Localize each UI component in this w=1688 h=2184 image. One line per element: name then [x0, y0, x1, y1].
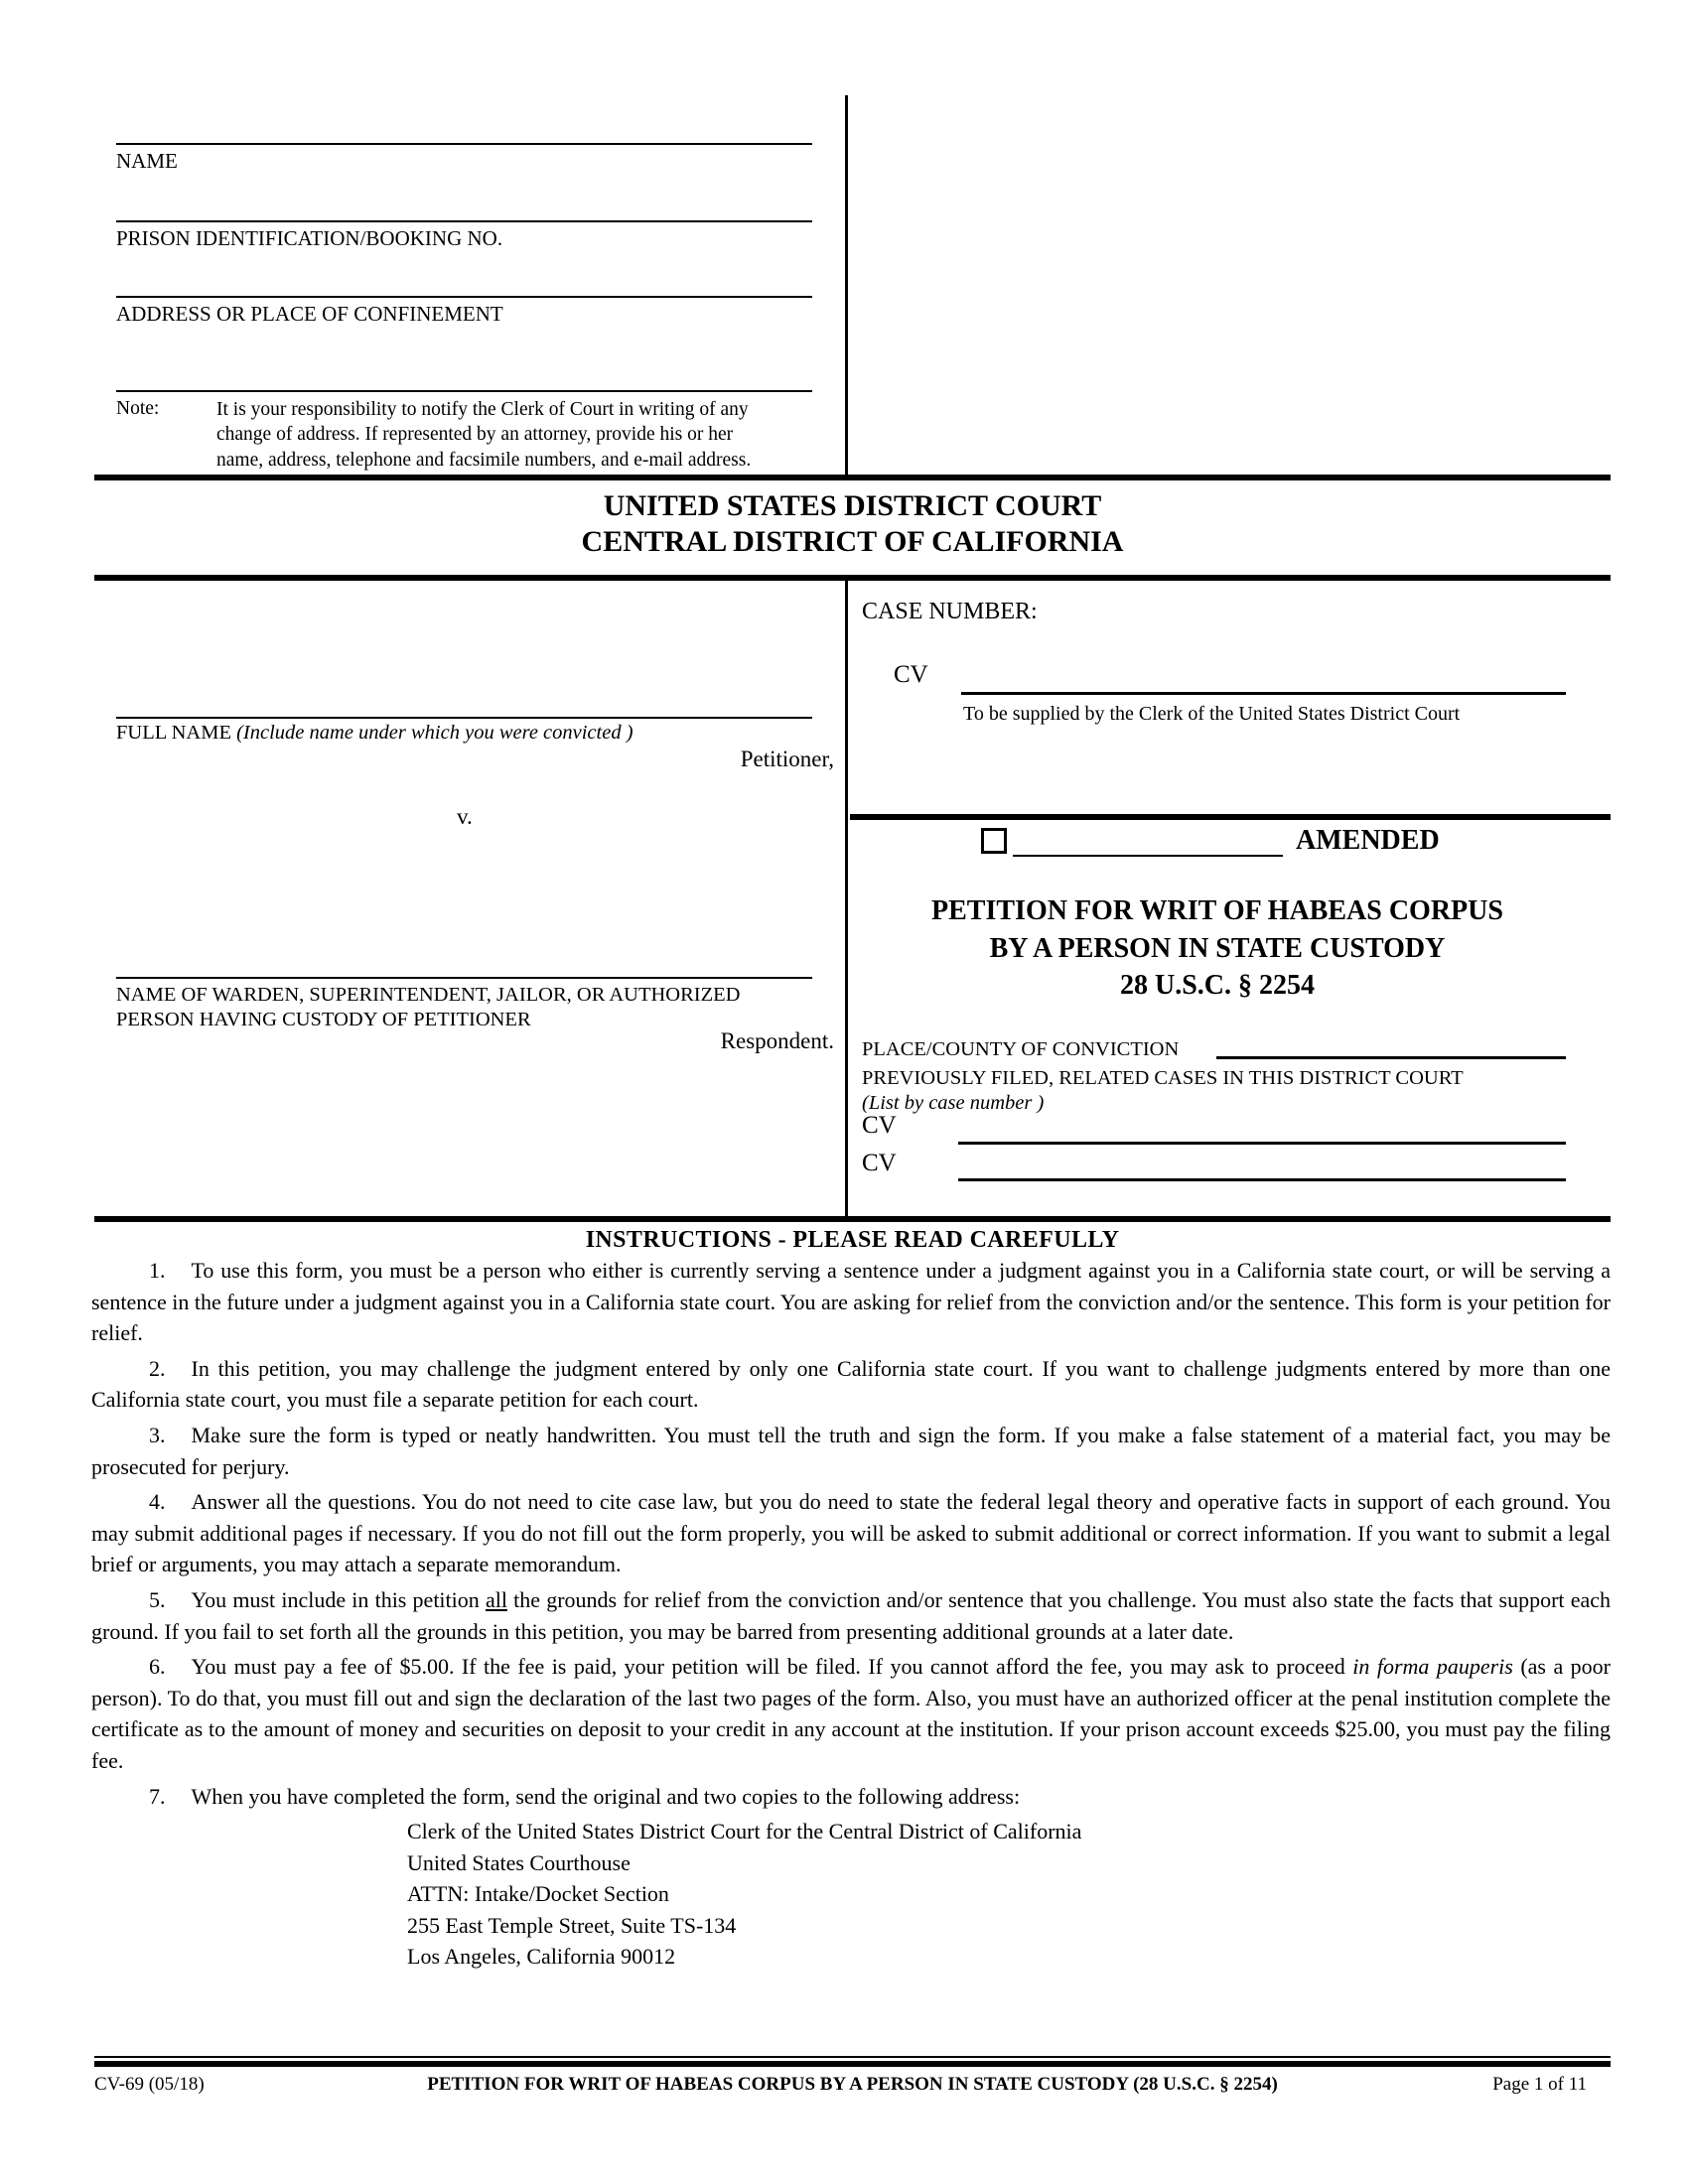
prison-id-field-label: PRISON IDENTIFICATION/BOOKING NO.	[116, 226, 503, 250]
instruction-item-3	[91, 1420, 1611, 1482]
warden-label-line1: NAME OF WARDEN, SUPERINTENDENT, JAILOR, OR AUTHORIZED	[116, 984, 741, 1006]
name-field-label: NAME	[116, 149, 178, 173]
court-name-heading	[94, 488, 1611, 560]
instruction-number: 7.	[149, 1783, 166, 1809]
footer-form-title: PETITION FOR WRIT OF HABEAS CORPUS BY A PERSON IN STATE CUSTODY (28 U.S.C. § 2254)	[427, 2074, 1278, 2095]
court-name-line1: UNITED STATES DISTRICT COURT	[603, 489, 1102, 522]
full-name-field-label	[116, 722, 633, 745]
instruction-text: Make sure the form is typed or neatly handwritten. You must tell the truth and sign the form. If you make a false statement of a material fact, you may be prosecuted for perjury.	[91, 1422, 1611, 1479]
case-box-divider-rule	[850, 814, 1611, 820]
instruction-item-6	[91, 1651, 1611, 1776]
case-number-label: CASE NUMBER:	[862, 599, 1038, 624]
full-name-label-text: FULL NAME	[116, 722, 231, 744]
confinement-address-field-label: ADDRESS OR PLACE OF CONFINEMENT	[116, 302, 503, 326]
instruction-text: the grounds for relief from the conviction and/or sentence that you challenge. You must also state the facts that support each ground. If you fail to set forth all the grounds in this petition, you may be barred from presenting additional grounds at a later date.	[91, 1586, 1611, 1644]
instruction-number: 4.	[149, 1489, 166, 1515]
instruction-item-4	[91, 1486, 1611, 1580]
instruction-item-1	[91, 1255, 1611, 1349]
instruction-number: 1.	[149, 1258, 166, 1283]
mailing-address-block	[407, 1816, 1611, 1973]
header-top-rule	[94, 475, 1611, 480]
warden-field-label	[116, 983, 740, 1033]
footer-thick-rule	[94, 2061, 1611, 2067]
amended-label: AMENDED	[1296, 825, 1440, 856]
related-cases-label: PREVIOUSLY FILED, RELATED CASES IN THIS DISTRICT COURT	[862, 1067, 1464, 1089]
instruction-text: To use this form, you must be a person who either is currently serving a sentence under a judgment against you in a California state court, or will be serving a sentence in the future under a judgment against you in a California state court. You are asking for relief from the conviction and/or the sentence. This form is your petition for relief.	[91, 1258, 1611, 1346]
instruction-number: 6.	[149, 1654, 166, 1680]
name-input-line[interactable]	[116, 143, 812, 145]
instruction-number: 2.	[149, 1355, 166, 1381]
footer-thin-rule	[94, 2056, 1611, 2058]
petition-title-line2: BY A PERSON IN STATE CUSTODY	[989, 932, 1446, 964]
instruction-text: In this petition, you may challenge the judgment entered by only one California state court. If you want to challenge judgments entered by more than one California state court, you must file a separate petition for each court.	[91, 1355, 1611, 1413]
related-case-2-input-line[interactable]	[958, 1178, 1566, 1181]
place-of-conviction-input-line[interactable]	[1216, 1056, 1566, 1059]
header-bottom-rule	[94, 575, 1611, 581]
related-cases-paren-note: (List by case number )	[862, 1092, 1045, 1114]
mailing-address-line: United States Courthouse	[407, 1849, 631, 1875]
versus-label: v.	[457, 804, 473, 829]
instruction-italic-phrase: in forma pauperis	[1352, 1654, 1513, 1680]
petition-title-line1: PETITION FOR WRIT OF HABEAS CORPUS	[931, 895, 1503, 926]
note-text-line: name, address, telephone and facsimile numbers, and e-mail address.	[216, 449, 752, 471]
court-name-line2: CENTRAL DISTRICT OF CALIFORNIA	[581, 525, 1124, 558]
note-label: Note:	[116, 398, 160, 419]
note-text-line: change of address. If represented by an attorney, provide his or her	[216, 424, 734, 446]
prison-id-input-line[interactable]	[116, 220, 812, 222]
instructions-section	[91, 1255, 1611, 1973]
amended-checkbox[interactable]	[981, 828, 1007, 854]
mailing-address-line: Los Angeles, California 90012	[407, 1944, 676, 1970]
clerk-supplied-note: To be supplied by the Clerk of the United States District Court	[963, 703, 1461, 725]
related-case-2-cv-prefix: CV	[862, 1150, 897, 1176]
related-case-1-cv-prefix: CV	[862, 1112, 897, 1139]
footer-form-number: CV-69 (05/18)	[94, 2074, 205, 2095]
respondent-designation: Respondent.	[720, 1028, 834, 1053]
instruction-text: Answer all the questions. You do not need to cite case law, but you do need to state the federal legal theory and operative facts in support of each ground. You may submit additional pages if necessary. If you do not fill out the form properly, you will be asked to submit additional or correct information. If you want to submit a legal brief or arguments, you may attach a separate memorandum.	[91, 1489, 1611, 1577]
petition-title-line3: 28 U.S.C. § 2254	[1119, 970, 1315, 1001]
instruction-underlined-word: all	[485, 1586, 507, 1612]
column-divider-top	[845, 95, 848, 475]
confinement-address-input-line[interactable]	[116, 296, 812, 298]
mailing-address-line: ATTN: Intake/Docket Section	[407, 1881, 669, 1907]
warden-label-line2: PERSON HAVING CUSTODY OF PETITIONER	[116, 1009, 531, 1031]
warden-name-input-line[interactable]	[116, 977, 812, 979]
instructions-heading: INSTRUCTIONS - PLEASE READ CAREFULLY	[585, 1227, 1120, 1253]
instruction-text: You must include in this petition	[191, 1586, 486, 1612]
instruction-text: (as a poor person). To do that, you must fill out and sign the declaration of the last two pages of the form. Also, you must have an authorized officer at the penal institution complete the certificate as to the amount of money and securities on deposit to your credit in any account at the institution. If your prison account exceeds $25.00, you must pay the filing fee.	[91, 1654, 1611, 1773]
case-number-input-line[interactable]	[961, 692, 1566, 695]
note-separator-rule	[116, 390, 812, 392]
instruction-number: 5.	[149, 1586, 166, 1612]
mailing-address-line: Clerk of the United States District Court for the Central District of California	[407, 1819, 1082, 1844]
related-case-1-input-line[interactable]	[958, 1142, 1566, 1145]
full-name-input-line[interactable]	[116, 717, 812, 719]
instruction-text: You must pay a fee of $5.00. If the fee is paid, your petition will be filed. If you cannot afford the fee, you may ask to proceed	[191, 1654, 1353, 1680]
caption-bottom-rule	[94, 1216, 1611, 1222]
mailing-address-line: 255 East Temple Street, Suite TS-134	[407, 1912, 737, 1938]
instruction-item-5	[91, 1584, 1611, 1647]
column-divider-caption	[845, 581, 848, 1216]
instruction-number: 3.	[149, 1422, 166, 1447]
instruction-item-7	[91, 1781, 1611, 1813]
full-name-label-paren: (Include name under which you were convicted )	[236, 722, 633, 744]
instruction-item-2	[91, 1353, 1611, 1416]
petition-title	[850, 892, 1585, 1005]
instruction-text: When you have completed the form, send the original and two copies to the following address:	[191, 1783, 1021, 1809]
note-text-line: It is your responsibility to notify the Clerk of Court in writing of any	[216, 399, 749, 420]
amended-case-number-input-line[interactable]	[1013, 855, 1283, 857]
note-text	[216, 397, 751, 473]
case-number-cv-prefix: CV	[894, 661, 928, 688]
place-of-conviction-label: PLACE/COUNTY OF CONVICTION	[862, 1038, 1180, 1060]
footer-page-number: Page 1 of 11	[1492, 2074, 1587, 2095]
petitioner-designation: Petitioner,	[740, 747, 834, 771]
